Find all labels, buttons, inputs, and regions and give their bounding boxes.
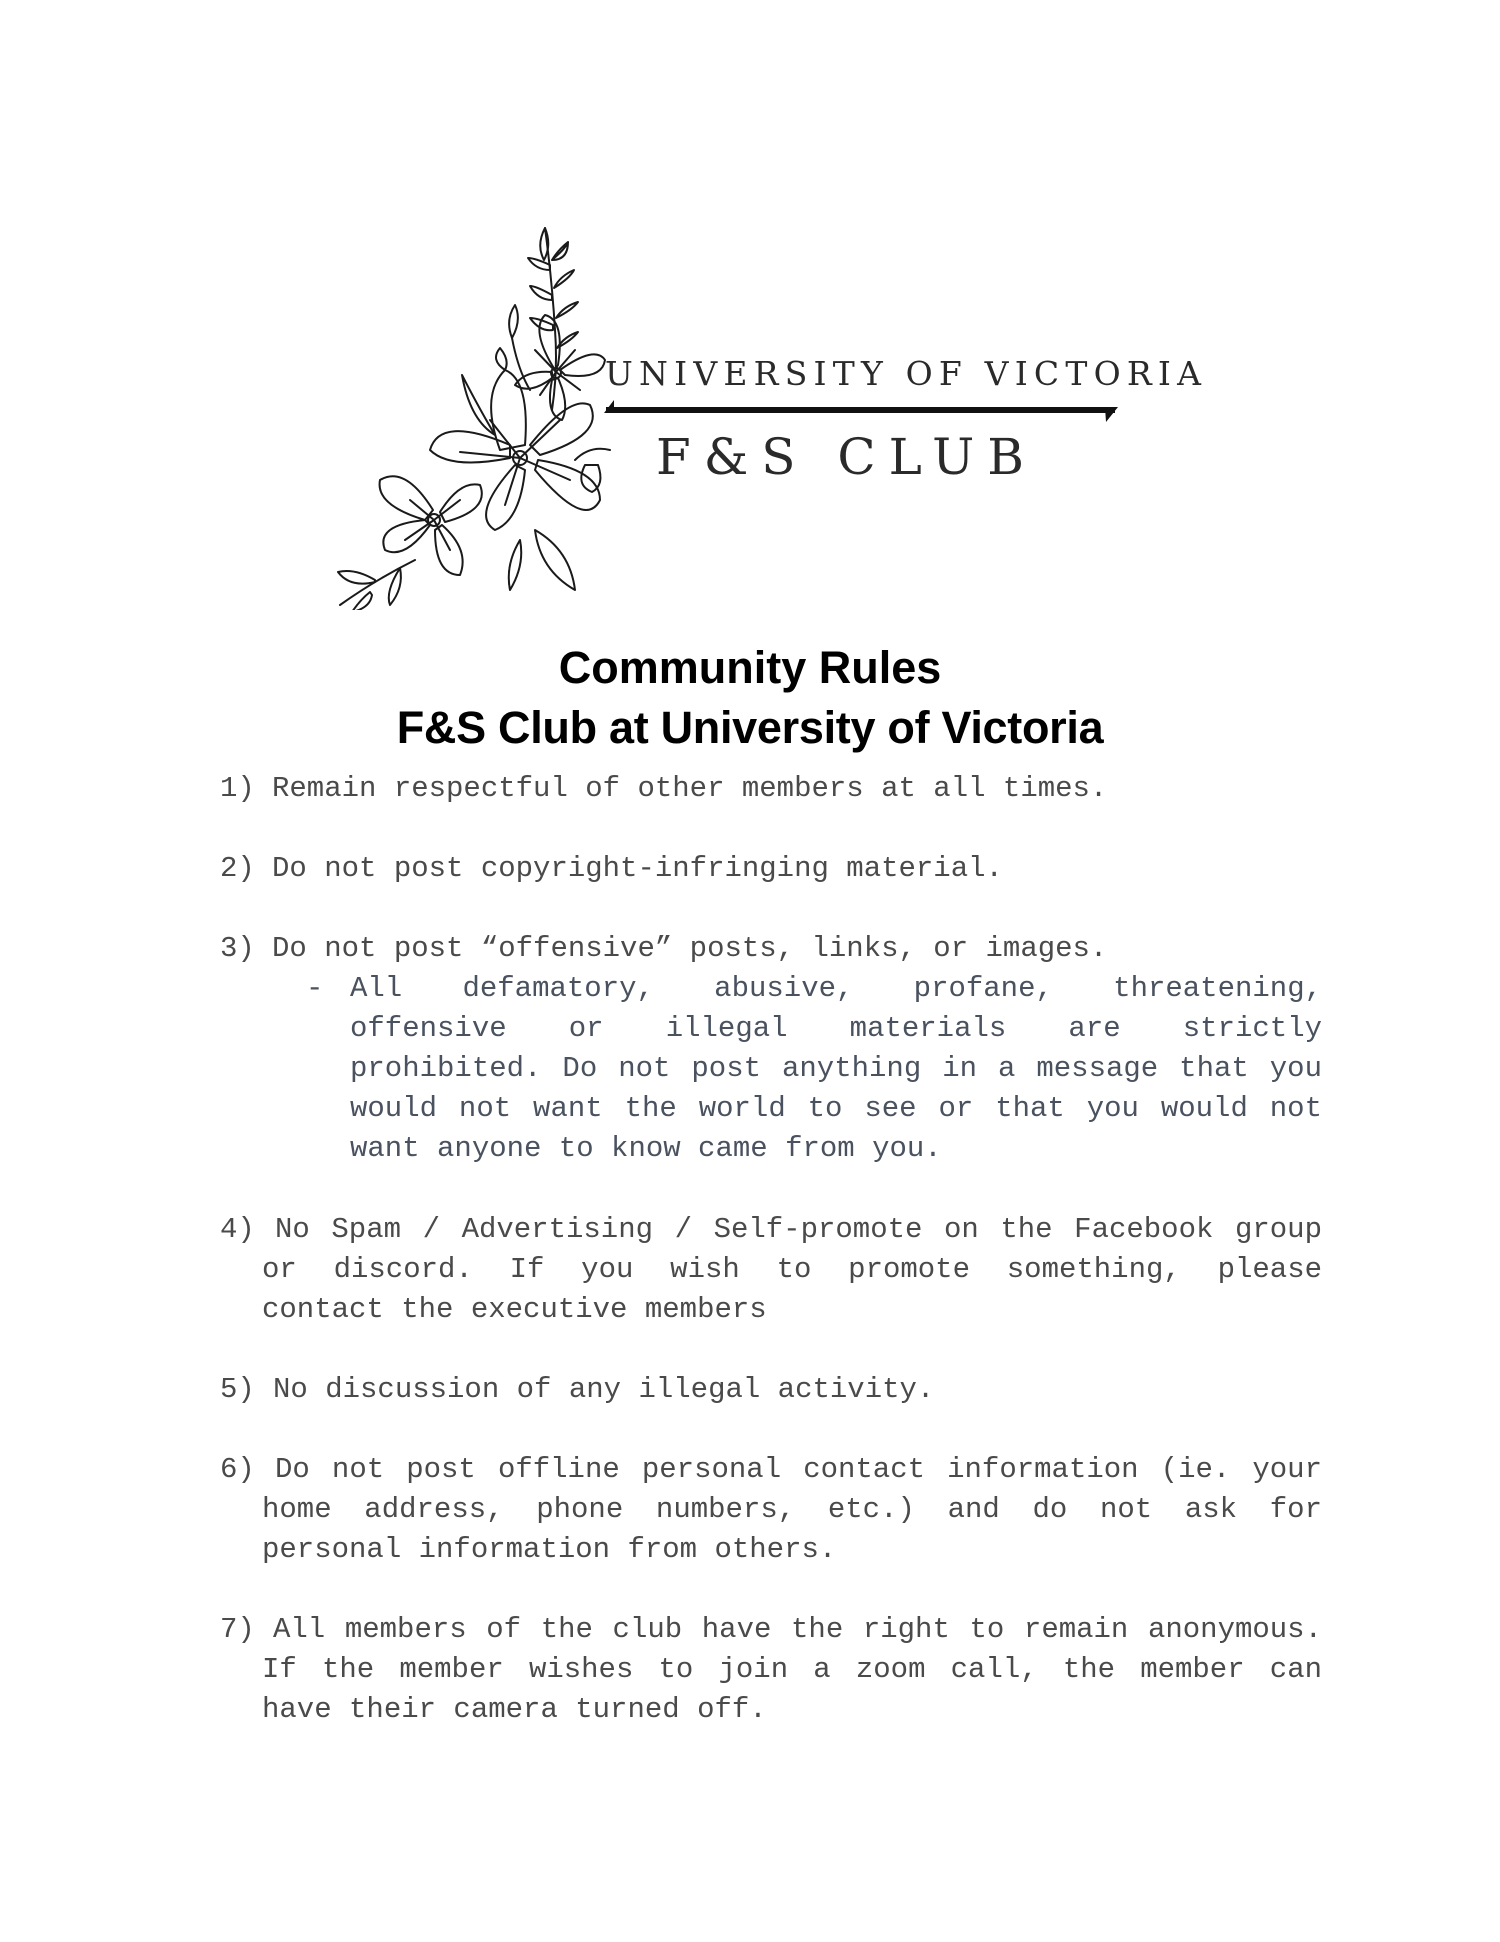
rule-text: Remain respectful of other members at all times. bbox=[272, 772, 1108, 805]
club-logo bbox=[330, 220, 1208, 610]
rule-text: Do not post “offensive” posts, links, or images. bbox=[272, 932, 1108, 965]
sub-bullet-line: prohibited. Do not post anything in a message that you bbox=[350, 1052, 1322, 1085]
rule-text: have their camera turned off. bbox=[262, 1693, 767, 1726]
rule-number: 1) bbox=[220, 772, 255, 805]
rule-number: 5) bbox=[220, 1373, 255, 1406]
rule-text: No discussion of any illegal activity. bbox=[273, 1373, 935, 1406]
rule-text: personal information from others. bbox=[262, 1533, 837, 1566]
bullet-dash: - bbox=[306, 972, 324, 1005]
sub-bullet-line: All defamatory, abusive, profane, threatening, bbox=[350, 972, 1322, 1005]
rule-text: No Spam / Advertising / Self-promote on the Facebook group bbox=[275, 1213, 1322, 1246]
rule-text: Do not post copyright-infringing material. bbox=[272, 852, 1003, 885]
rule-text: Do not post offline personal contact information (ie. your bbox=[275, 1453, 1322, 1486]
sub-bullet-line: offensive or illegal materials are strictly bbox=[350, 1012, 1322, 1045]
rule-text: or discord. If you wish to promote something, please bbox=[262, 1253, 1322, 1286]
sub-bullet-line: would not want the world to see or that you would not bbox=[350, 1092, 1322, 1125]
rule-number: 2) bbox=[220, 852, 255, 885]
logo-divider-arrow-icon bbox=[600, 396, 1120, 426]
rule-text: If the member wishes to join a zoom call, the member can bbox=[262, 1653, 1322, 1686]
rule-number: 6) bbox=[220, 1453, 255, 1486]
rule-text: home address, phone numbers, etc.) and do not ask for bbox=[262, 1493, 1322, 1526]
logo-university-text: UNIVERSITY OF VICTORIA bbox=[605, 354, 1208, 393]
rule-number: 4) bbox=[220, 1213, 255, 1246]
rule-number: 3) bbox=[220, 932, 255, 965]
logo-club-text: F&S CLUB bbox=[656, 428, 1037, 486]
rule-text: All members of the club have the right to remain anonymous. bbox=[273, 1613, 1322, 1646]
rule-number: 7) bbox=[220, 1613, 255, 1646]
page-subtitle: F&S Club at University of Victoria bbox=[396, 702, 1104, 753]
sub-bullet-line: want anyone to know came from you. bbox=[350, 1132, 942, 1165]
rule-text: contact the executive members bbox=[262, 1293, 767, 1326]
page-title: Community Rules bbox=[558, 642, 942, 693]
